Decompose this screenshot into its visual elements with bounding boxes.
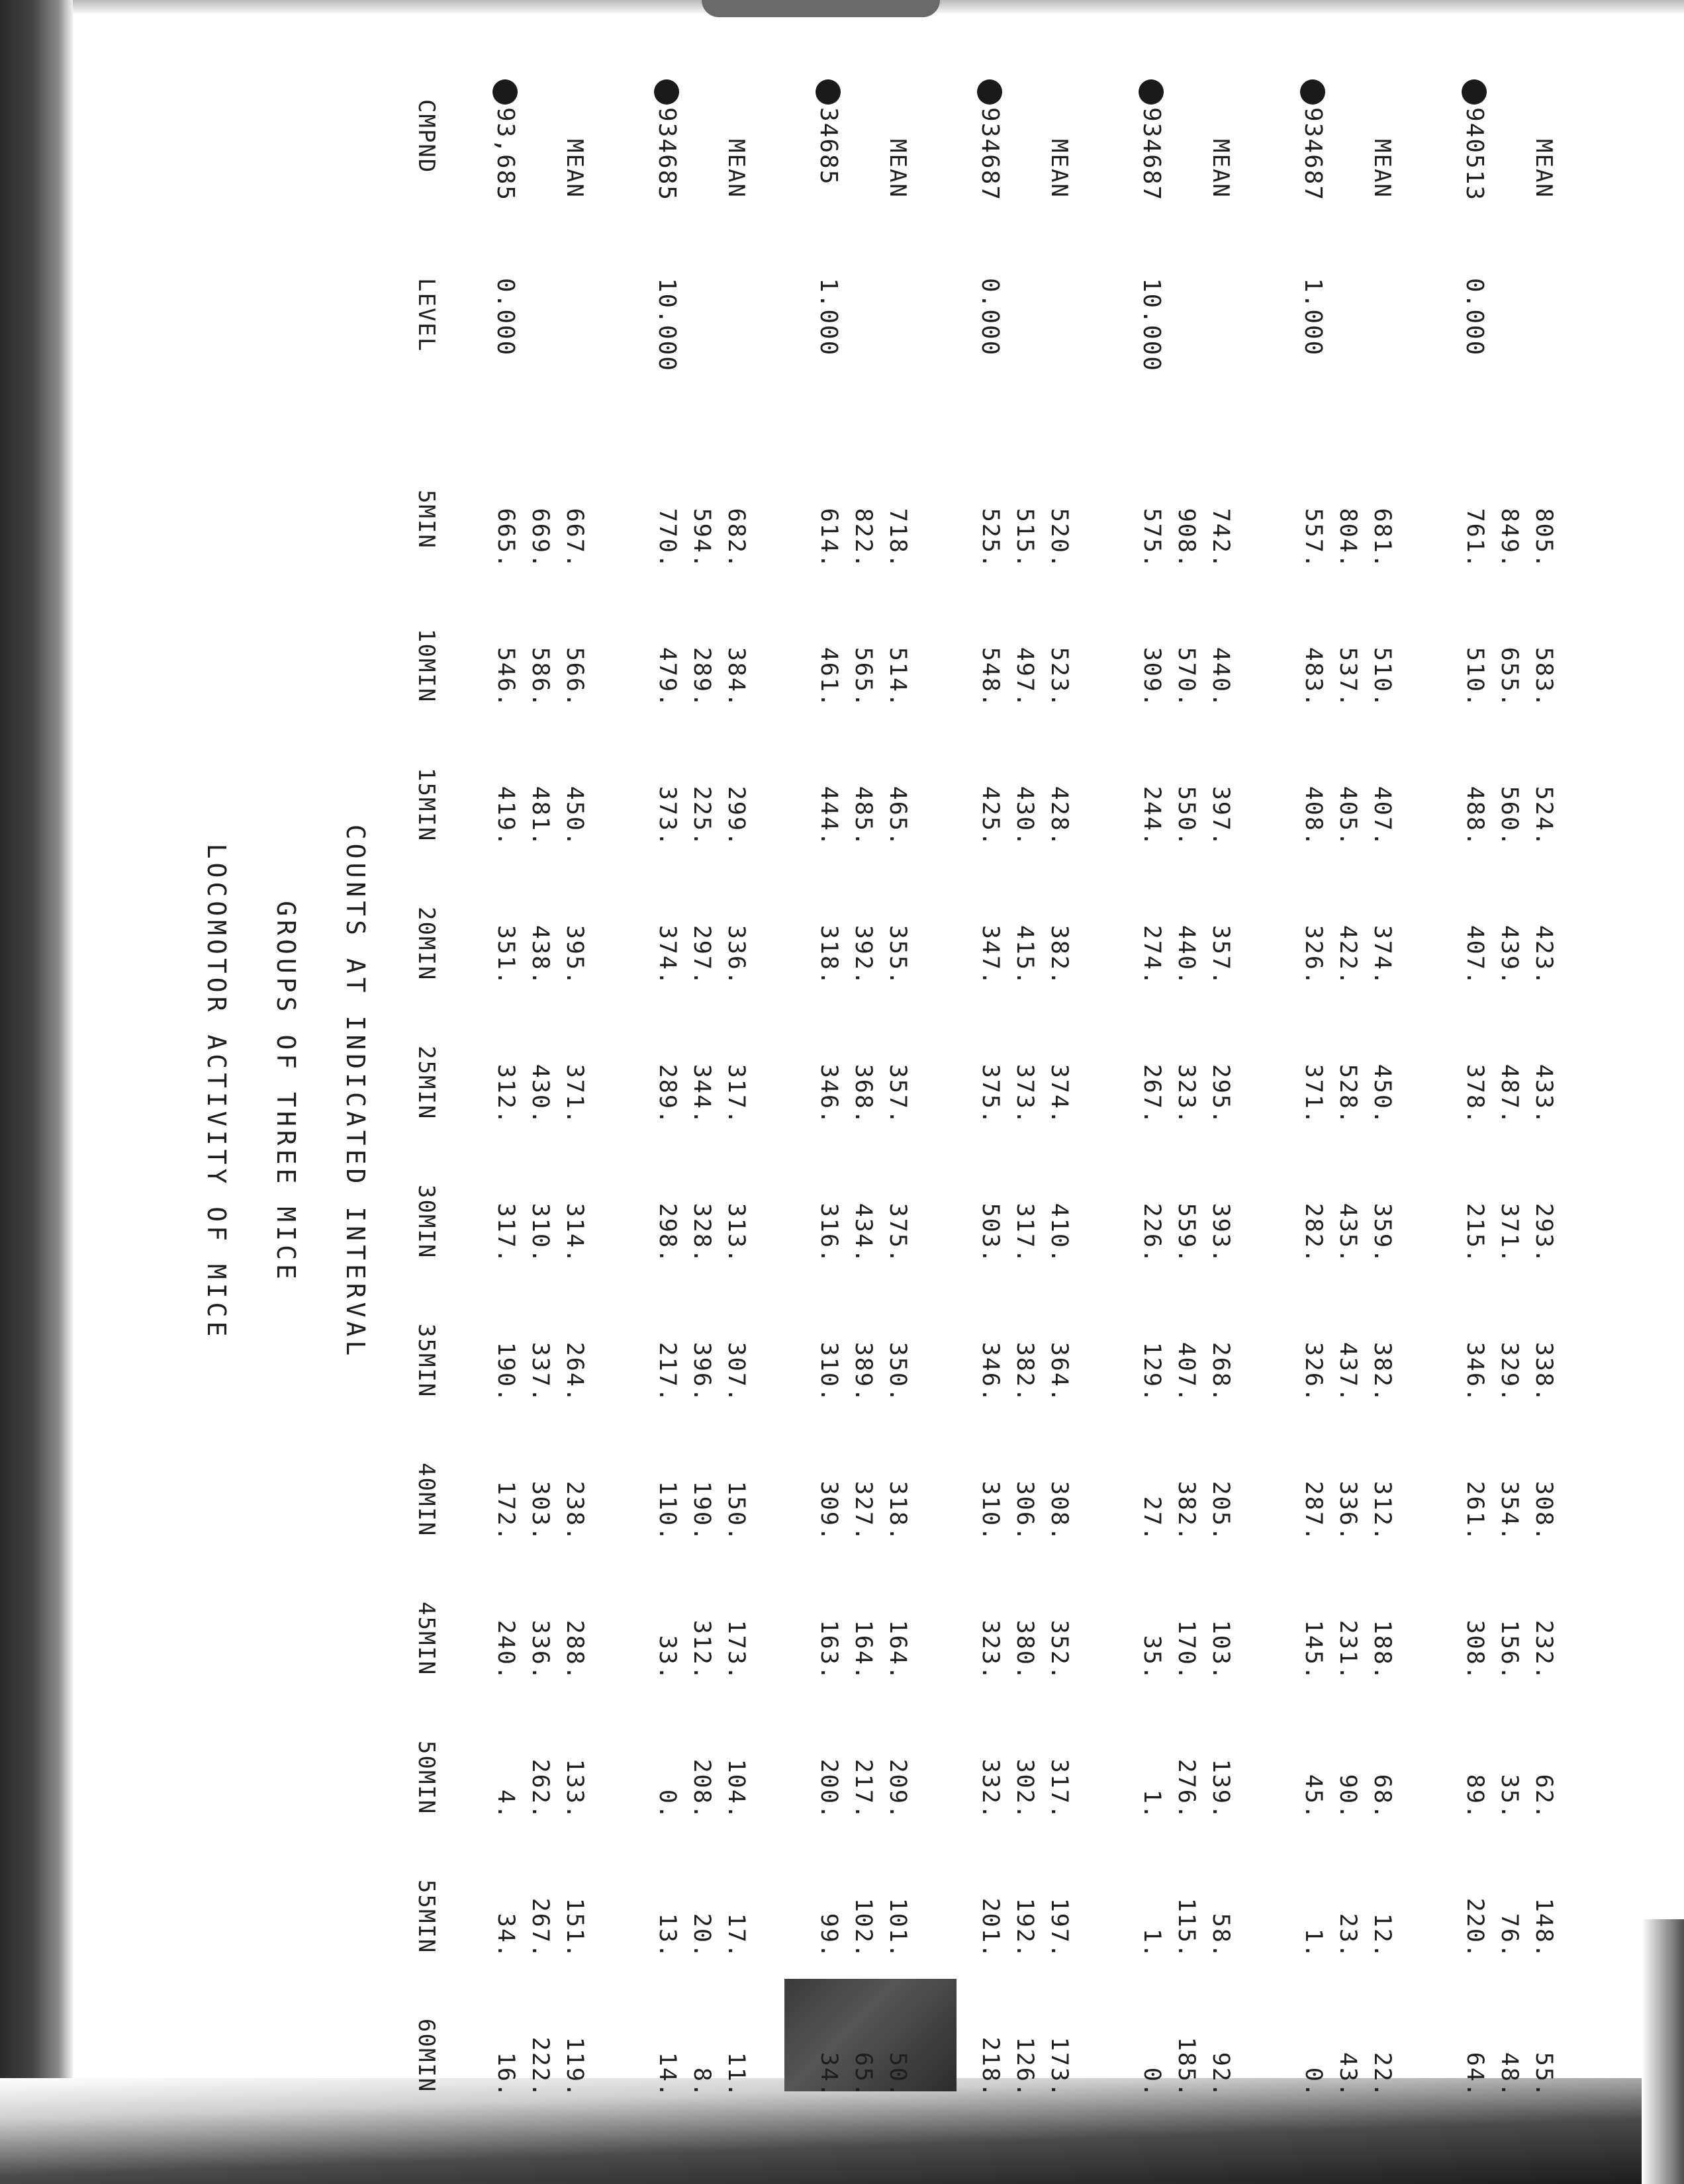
count-cell: 326. — [1300, 1342, 1327, 1403]
count-cell: 192. — [1011, 1897, 1038, 1959]
count-cell: 419. — [492, 786, 519, 847]
count-cell: 309. — [1139, 647, 1165, 708]
count-cell: 139. — [1207, 1758, 1234, 1820]
count-cell: 16. — [492, 2052, 519, 2098]
count-cell: 232. — [1530, 1619, 1557, 1681]
count-cell: 570. — [1173, 647, 1199, 708]
count-cell: 382. — [1369, 1342, 1395, 1403]
count-cell: 559. — [1173, 1203, 1199, 1264]
count-cell: 594. — [688, 508, 715, 569]
count-cell: 12. — [1369, 1913, 1395, 1959]
count-cell: 231. — [1334, 1619, 1361, 1681]
count-cell: 423. — [1530, 925, 1557, 986]
count-cell: 288. — [561, 1619, 588, 1681]
count-cell: 450. — [1369, 1064, 1395, 1125]
count-cell: 718. — [884, 508, 911, 569]
dose-level: 0.000 — [492, 278, 519, 357]
count-cell: 557. — [1300, 508, 1327, 569]
count-cell: 382. — [1173, 1480, 1199, 1542]
count-cell: 4. — [492, 1789, 519, 1820]
count-cell: 48. — [1496, 2052, 1522, 2098]
count-cell: 287. — [1300, 1480, 1327, 1542]
count-cell: 374. — [1369, 925, 1395, 986]
count-cell: 523. — [1046, 647, 1072, 708]
mean-label: MEAN — [723, 139, 749, 199]
count-cell: 583. — [1530, 647, 1557, 708]
count-cell: 215. — [1462, 1203, 1488, 1264]
compound-id: 934685 — [653, 107, 680, 202]
count-cell: 295. — [1207, 1064, 1234, 1125]
count-cell: 327. — [850, 1480, 876, 1542]
mean-label: MEAN — [884, 139, 911, 199]
count-cell: 62. — [1530, 1774, 1557, 1820]
count-cell: 274. — [1139, 925, 1165, 986]
count-cell: 515. — [1011, 508, 1038, 569]
count-cell: 373. — [1011, 1064, 1038, 1125]
column-header-30min: 30MIN — [413, 1185, 440, 1259]
count-cell: 410. — [1046, 1203, 1072, 1264]
column-header-5min: 5MIN — [413, 490, 440, 549]
count-cell: 200. — [816, 1758, 842, 1820]
column-header-40min: 40MIN — [413, 1463, 440, 1537]
count-cell: 163. — [816, 1619, 842, 1681]
count-cell: 240. — [492, 1619, 519, 1681]
count-cell: 65. — [850, 2052, 876, 2098]
count-cell: 297. — [688, 925, 715, 986]
count-cell: 408. — [1300, 786, 1327, 847]
punch-hole-mark — [816, 79, 841, 105]
count-cell: 217. — [654, 1342, 680, 1403]
count-cell: 346. — [816, 1064, 842, 1125]
count-cell: 268. — [1207, 1342, 1234, 1403]
compound-id: 34685 — [815, 107, 842, 186]
dose-level: 1.000 — [1299, 278, 1327, 357]
count-cell: 218. — [977, 2036, 1004, 2098]
punch-hole-mark — [1300, 79, 1325, 105]
count-cell: 173. — [723, 1619, 749, 1681]
count-cell: 338. — [1530, 1342, 1557, 1403]
count-cell: 1. — [1300, 1928, 1327, 1959]
count-cell: 346. — [977, 1342, 1004, 1403]
count-cell: 323. — [1173, 1064, 1199, 1125]
count-cell: 50. — [884, 2052, 911, 2098]
punch-hole-mark — [977, 79, 1002, 105]
count-cell: 371. — [1300, 1064, 1327, 1125]
count-cell: 465. — [884, 786, 911, 847]
count-cell: 849. — [1496, 508, 1522, 569]
count-cell: 614. — [816, 508, 842, 569]
count-cell: 222. — [527, 2036, 553, 2098]
punch-hole-mark — [1462, 79, 1487, 105]
count-cell: 503. — [977, 1203, 1004, 1264]
count-cell: 133. — [561, 1758, 588, 1820]
count-cell: 201. — [977, 1897, 1004, 1959]
count-cell: 422. — [1334, 925, 1361, 986]
count-cell: 261. — [1462, 1480, 1488, 1542]
count-cell: 68. — [1369, 1774, 1395, 1820]
count-cell: 1. — [1139, 1928, 1165, 1959]
count-cell: 407. — [1369, 786, 1395, 847]
count-cell: 226. — [1139, 1203, 1165, 1264]
count-cell: 34. — [492, 1913, 519, 1959]
count-cell: 323. — [977, 1619, 1004, 1681]
dose-level: 10.000 — [653, 278, 680, 373]
count-cell: 104. — [723, 1758, 749, 1820]
mean-label: MEAN — [1046, 139, 1072, 199]
count-cell: 336. — [1334, 1480, 1361, 1542]
count-cell: 89. — [1462, 1774, 1488, 1820]
count-cell: 308. — [1046, 1480, 1072, 1542]
count-cell: 35. — [1496, 1774, 1522, 1820]
count-cell: 415. — [1011, 925, 1038, 986]
count-cell: 520. — [1046, 508, 1072, 569]
count-cell: 310. — [527, 1203, 553, 1264]
count-cell: 908. — [1173, 508, 1199, 569]
count-cell: 336. — [527, 1619, 553, 1681]
count-cell: 190. — [688, 1480, 715, 1542]
count-cell: 164. — [884, 1619, 911, 1681]
count-cell: 346. — [1462, 1342, 1488, 1403]
count-cell: 164. — [850, 1619, 876, 1681]
count-cell: 267. — [527, 1897, 553, 1959]
count-cell: 514. — [884, 647, 911, 708]
mean-label: MEAN — [1530, 139, 1557, 199]
punch-hole-mark — [1139, 79, 1164, 105]
count-cell: 373. — [654, 786, 680, 847]
count-cell: 188. — [1369, 1619, 1395, 1681]
count-cell: 313. — [723, 1203, 749, 1264]
count-cell: 103. — [1207, 1619, 1234, 1681]
count-cell: 185. — [1173, 2036, 1199, 2098]
column-header-20min: 20MIN — [413, 907, 440, 981]
count-cell: 374. — [654, 925, 680, 986]
count-cell: 440. — [1173, 925, 1199, 986]
count-cell: 208. — [688, 1758, 715, 1820]
count-cell: 575. — [1139, 508, 1165, 569]
count-cell: 302. — [1011, 1758, 1038, 1820]
count-cell: 344. — [688, 1064, 715, 1125]
count-cell: 430. — [527, 1064, 553, 1125]
count-cell: 405. — [1334, 786, 1361, 847]
count-cell: 14. — [654, 2052, 680, 2098]
count-cell: 150. — [723, 1480, 749, 1542]
count-cell: 434. — [850, 1203, 876, 1264]
count-cell: 439. — [1496, 925, 1522, 986]
mean-label: MEAN — [1207, 139, 1234, 199]
count-cell: 64. — [1462, 2052, 1488, 2098]
doc-title: LOCOMOTOR ACTIVITY OF MICE — [202, 843, 231, 1341]
count-cell: 102. — [850, 1897, 876, 1959]
column-header-45min: 45MIN — [413, 1602, 440, 1676]
count-cell: 393. — [1207, 1203, 1234, 1264]
compound-id: 934687 — [1299, 107, 1327, 202]
count-cell: 407. — [1462, 925, 1488, 986]
count-cell: 479. — [654, 647, 680, 708]
count-cell: 461. — [816, 647, 842, 708]
count-cell: 197. — [1046, 1897, 1072, 1959]
count-cell: 318. — [816, 925, 842, 986]
count-cell: 382. — [1011, 1342, 1038, 1403]
count-cell: 430. — [1011, 786, 1038, 847]
count-cell: 433. — [1530, 1064, 1557, 1125]
count-cell: 565. — [850, 647, 876, 708]
count-cell: 396. — [688, 1342, 715, 1403]
count-cell: 669. — [527, 508, 553, 569]
count-cell: 23. — [1334, 1913, 1361, 1959]
count-cell: 524. — [1530, 786, 1557, 847]
column-header-cmpnd: CMPND — [413, 99, 440, 174]
count-cell: 546. — [492, 647, 519, 708]
count-cell: 384. — [723, 647, 749, 708]
count-cell: 1. — [1139, 1789, 1165, 1820]
count-cell: 428. — [1046, 786, 1072, 847]
count-cell: 225. — [688, 786, 715, 847]
compound-id: 934687 — [976, 107, 1004, 202]
count-cell: 317. — [1011, 1203, 1038, 1264]
count-cell: 110. — [654, 1480, 680, 1542]
count-cell: 267. — [1139, 1064, 1165, 1125]
count-cell: 101. — [884, 1897, 911, 1959]
count-cell: 332. — [977, 1758, 1004, 1820]
column-header-15min: 15MIN — [413, 768, 440, 842]
count-cell: 316. — [816, 1203, 842, 1264]
count-cell: 58. — [1207, 1913, 1234, 1959]
count-cell: 371. — [561, 1064, 588, 1125]
count-cell: 437. — [1334, 1342, 1361, 1403]
count-cell: 375. — [977, 1064, 1004, 1125]
count-cell: 126. — [1011, 2036, 1038, 2098]
count-cell: 682. — [723, 508, 749, 569]
count-cell: 205. — [1207, 1480, 1234, 1542]
count-cell: 440. — [1207, 647, 1234, 708]
count-cell: 156. — [1496, 1619, 1522, 1681]
count-cell: 560. — [1496, 786, 1522, 847]
count-cell: 43. — [1334, 2052, 1361, 2098]
count-cell: 566. — [561, 647, 588, 708]
column-header-25min: 25MIN — [413, 1046, 440, 1120]
count-cell: 289. — [688, 647, 715, 708]
punch-hole-mark — [492, 79, 518, 105]
count-cell: 822. — [850, 508, 876, 569]
count-cell: 487. — [1496, 1064, 1522, 1125]
count-cell: 145. — [1300, 1619, 1327, 1681]
count-cell: 374. — [1046, 1064, 1072, 1125]
count-cell: 770. — [654, 508, 680, 569]
count-cell: 307. — [723, 1342, 749, 1403]
dose-level: 0.000 — [976, 278, 1004, 357]
doc-subtitle-interval: COUNTS AT INDICATED INTERVAL — [341, 824, 370, 1360]
count-cell: 17. — [723, 1913, 749, 1959]
count-cell: 298. — [654, 1203, 680, 1264]
count-cell: 805. — [1530, 508, 1557, 569]
count-cell: 308. — [1462, 1619, 1488, 1681]
count-cell: 586. — [527, 647, 553, 708]
count-cell: 33. — [654, 1635, 680, 1681]
count-cell: 148. — [1530, 1897, 1557, 1959]
count-cell: 488. — [1462, 786, 1488, 847]
count-cell: 357. — [884, 1064, 911, 1125]
count-cell: 312. — [492, 1064, 519, 1125]
count-cell: 665. — [492, 508, 519, 569]
count-cell: 8. — [688, 2067, 715, 2098]
count-cell: 293. — [1530, 1203, 1557, 1264]
count-cell: 282. — [1300, 1203, 1327, 1264]
column-header-60min: 60MIN — [413, 2019, 440, 2093]
count-cell: 0. — [1139, 2067, 1165, 2098]
count-cell: 804. — [1334, 508, 1361, 569]
dose-level: 0.000 — [1461, 278, 1488, 357]
count-cell: 0. — [1300, 2067, 1327, 2098]
column-header-55min: 55MIN — [413, 1880, 440, 1954]
count-cell: 347. — [977, 925, 1004, 986]
count-cell: 378. — [1462, 1064, 1488, 1125]
count-cell: 312. — [688, 1619, 715, 1681]
count-cell: 397. — [1207, 786, 1234, 847]
count-cell: 22. — [1369, 2052, 1395, 2098]
count-cell: 310. — [816, 1342, 842, 1403]
count-cell: 209. — [884, 1758, 911, 1820]
count-cell: 151. — [561, 1897, 588, 1959]
count-cell: 190. — [492, 1342, 519, 1403]
count-cell: 20. — [688, 1913, 715, 1959]
count-cell: 318. — [884, 1480, 911, 1542]
count-cell: 129. — [1139, 1342, 1165, 1403]
count-cell: 351. — [492, 925, 519, 986]
count-cell: 497. — [1011, 647, 1038, 708]
count-cell: 392. — [850, 925, 876, 986]
count-cell: 314. — [561, 1203, 588, 1264]
doc-subtitle: GROUPS OF THREE MICE — [271, 901, 301, 1283]
count-cell: 355. — [884, 925, 911, 986]
count-cell: 173. — [1046, 2036, 1072, 2098]
count-cell: 352. — [1046, 1619, 1072, 1681]
count-cell: 350. — [884, 1342, 911, 1403]
compound-id: 934687 — [1138, 107, 1165, 202]
count-cell: 299. — [723, 786, 749, 847]
count-cell: 308. — [1530, 1480, 1557, 1542]
count-cell: 550. — [1173, 786, 1199, 847]
count-cell: 328. — [688, 1203, 715, 1264]
count-cell: 761. — [1462, 508, 1488, 569]
count-cell: 364. — [1046, 1342, 1072, 1403]
count-cell: 35. — [1139, 1635, 1165, 1681]
count-cell: 389. — [850, 1342, 876, 1403]
count-cell: 742. — [1207, 508, 1234, 569]
count-cell: 425. — [977, 786, 1004, 847]
column-header-level: LEVEL — [413, 278, 440, 353]
count-cell: 303. — [527, 1480, 553, 1542]
count-cell: 264. — [561, 1342, 588, 1403]
count-cell: 276. — [1173, 1758, 1199, 1820]
compound-id: 940513 — [1461, 107, 1488, 202]
column-header-35min: 35MIN — [413, 1324, 440, 1398]
count-cell: 115. — [1173, 1897, 1199, 1959]
count-cell: 375. — [884, 1203, 911, 1264]
count-cell: 217. — [850, 1758, 876, 1820]
count-cell: 681. — [1369, 508, 1395, 569]
count-cell: 238. — [561, 1480, 588, 1542]
count-cell: 525. — [977, 508, 1004, 569]
count-cell: 444. — [816, 786, 842, 847]
count-cell: 368. — [850, 1064, 876, 1125]
count-cell: 13. — [654, 1913, 680, 1959]
count-cell: 380. — [1011, 1619, 1038, 1681]
count-cell: 357. — [1207, 925, 1234, 986]
count-cell: 337. — [527, 1342, 553, 1403]
count-cell: 317. — [723, 1064, 749, 1125]
count-cell: 55. — [1530, 2052, 1557, 2098]
count-cell: 483. — [1300, 647, 1327, 708]
dose-level: 10.000 — [1138, 278, 1165, 373]
count-cell: 510. — [1462, 647, 1488, 708]
column-header-10min: 10MIN — [413, 629, 440, 704]
count-cell: 371. — [1496, 1203, 1522, 1264]
count-cell: 76. — [1496, 1913, 1522, 1959]
count-cell: 262. — [527, 1758, 553, 1820]
count-cell: 306. — [1011, 1480, 1038, 1542]
count-cell: 119. — [561, 2036, 588, 2098]
dose-level: 1.000 — [815, 278, 842, 357]
count-cell: 450. — [561, 786, 588, 847]
count-cell: 312. — [1369, 1480, 1395, 1542]
count-cell: 289. — [654, 1064, 680, 1125]
count-cell: 92. — [1207, 2052, 1234, 2098]
count-cell: 537. — [1334, 647, 1361, 708]
count-cell: 99. — [816, 1913, 842, 1959]
mean-label: MEAN — [1369, 139, 1395, 199]
count-cell: 395. — [561, 925, 588, 986]
count-cell: 317. — [492, 1203, 519, 1264]
count-cell: 90. — [1334, 1774, 1361, 1820]
count-cell: 435. — [1334, 1203, 1361, 1264]
count-cell: 244. — [1139, 786, 1165, 847]
count-cell: 528. — [1334, 1064, 1361, 1125]
count-cell: 45. — [1300, 1774, 1327, 1820]
count-cell: 310. — [977, 1480, 1004, 1542]
count-cell: 0. — [654, 1789, 680, 1820]
punch-hole-mark — [654, 79, 679, 105]
count-cell: 667. — [561, 508, 588, 569]
count-cell: 11. — [723, 2052, 749, 2098]
count-cell: 326. — [1300, 925, 1327, 986]
count-cell: 27. — [1139, 1496, 1165, 1542]
count-cell: 359. — [1369, 1203, 1395, 1264]
count-cell: 548. — [977, 647, 1004, 708]
column-header-50min: 50MIN — [413, 1741, 440, 1815]
count-cell: 438. — [527, 925, 553, 986]
count-cell: 354. — [1496, 1480, 1522, 1542]
count-cell: 309. — [816, 1480, 842, 1542]
count-cell: 317. — [1046, 1758, 1072, 1820]
count-cell: 220. — [1462, 1897, 1488, 1959]
count-cell: 655. — [1496, 647, 1522, 708]
count-cell: 172. — [492, 1480, 519, 1542]
compound-id: 93,685 — [492, 107, 519, 202]
count-cell: 170. — [1173, 1619, 1199, 1681]
count-cell: 336. — [723, 925, 749, 986]
count-cell: 485. — [850, 786, 876, 847]
count-cell: 382. — [1046, 925, 1072, 986]
count-cell: 510. — [1369, 647, 1395, 708]
count-cell: 329. — [1496, 1342, 1522, 1403]
count-cell: 407. — [1173, 1342, 1199, 1403]
count-cell: 481. — [527, 786, 553, 847]
mean-label: MEAN — [561, 139, 588, 199]
count-cell: 34. — [816, 2052, 842, 2098]
